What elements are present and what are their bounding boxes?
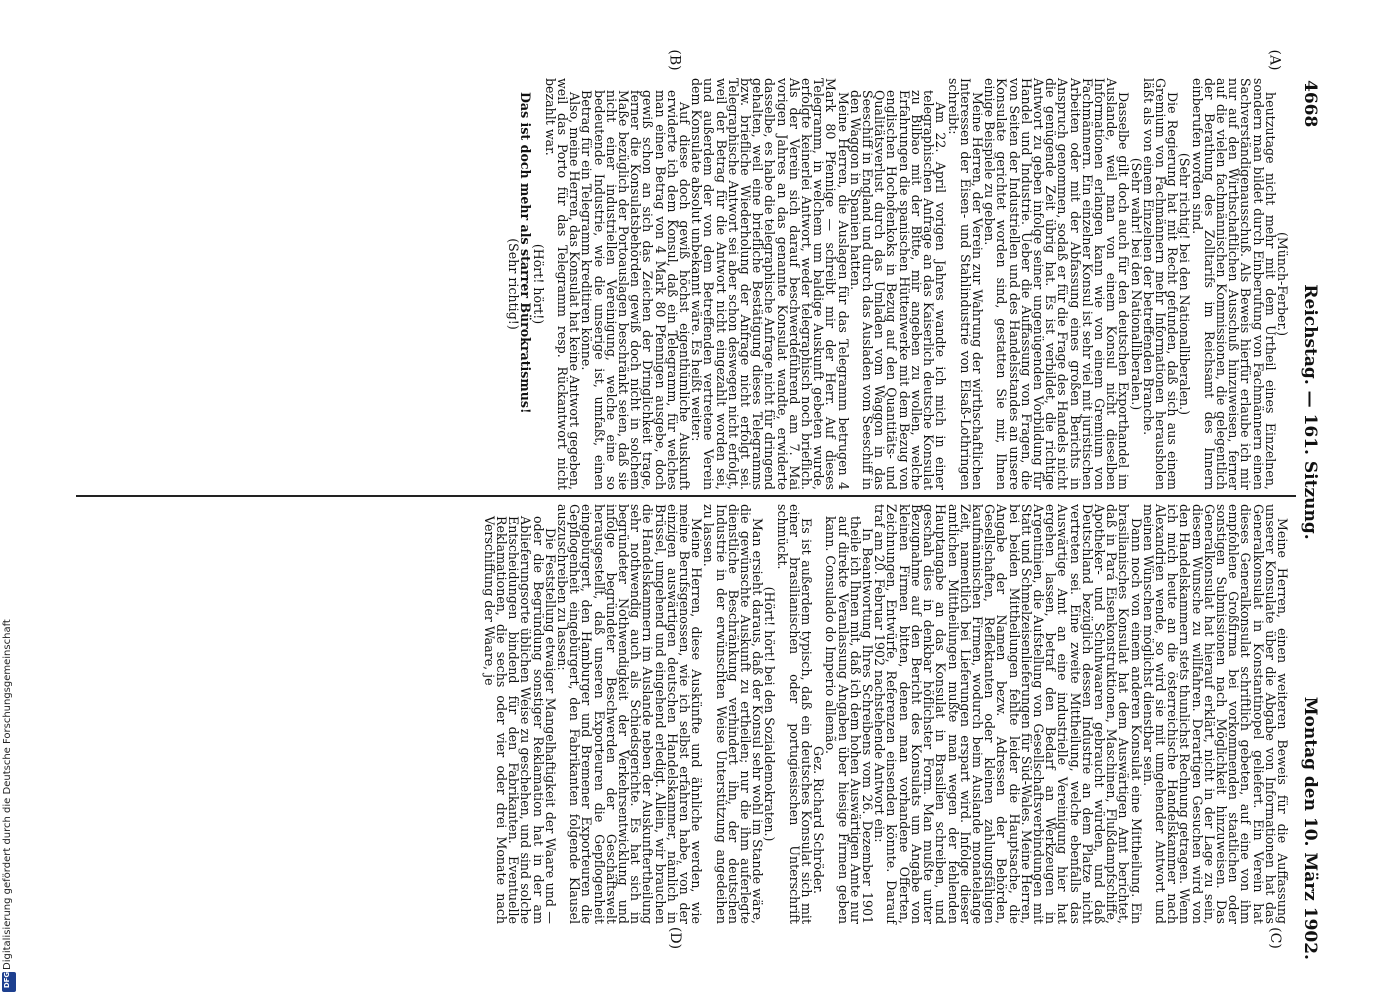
right-paragraph: Es ist außerdem typisch, daß ein deutsches Konsulat sich mit einer brasilianischen oder portugiesischen Unterschrift schmückt. xyxy=(774,504,815,924)
right-paragraph: Die Feststellung etwaiger Mangelhaftigkeit der Waare und — oder die Begründung sonstiger Reklamation hat in der am Ablieferungsorte üblichen Weise zu geschehen, und sind solche Entscheidungen bindend für den Fabrikanten. Eventuelle Reklamationen, die sechs oder vier oder drei Monate nach Verschiffung der Waare, je xyxy=(481,516,558,924)
right-column-box xyxy=(88,504,1288,924)
header-strip xyxy=(1298,80,1322,960)
margin-b: (B) xyxy=(666,49,683,71)
footer-strip xyxy=(2,600,18,990)
right-paragraph: (Hört! hört! bei den Sozialdemokraten.) xyxy=(762,586,778,842)
header-page-number: 4668 xyxy=(1300,80,1320,128)
right-column xyxy=(88,504,1288,924)
left-column xyxy=(88,78,1288,490)
left-paragraph: Meine Herren, die Auslagen für das Telegramm betrugen 4 Mark 80 Pfennige — schreibt mir der Herr. Auf dieses Telegramm, in welchem um baldige Auskunft gebeten wurde, erfolgte keinerlei Antwort, weder telegraphisch noch brieflich. Als der Verein sich darauf beschwerdeführend am 7. Mai vorigen Jahres an das genannte Konsulat wandte, erwiderte dasselbe, es habe die telegraphische Anfrage nicht für dringend gehalten, weil eine briefliche Bestätigung dieses Telegramms bzw. briefliche Wiederholung der Anfrage nicht erfolgt sei. Telegraphische Antwort sei aber schon deswegen nicht erfolgt, weil der Betrag für die Antwort nicht eingezahlt worden sei, und außerdem der von dem Betreffenden vertretene Verein dem Konsulate absolut unbekannt wäre. Es heißt weiter: xyxy=(689,78,851,490)
dfg-logo-text: DFG xyxy=(3,971,12,989)
right-paragraph: Gez. Richard Schröder. xyxy=(811,746,827,894)
right-paragraph: Meine Herren, einen weiteren Beweis für die Auffassung unserer Konsulate über die Abgabe von Informationen hat das Generalkonsulat in Konstantinopel geliefert. Ein Verein hat dieses Generalkonsulat schriftlich gebeten, auf eine von ihm empfohlene Großfirma bei vorkommenden staatlichen oder sonstigen Submissionen nach Möglichkeit hinzuweisen. Das Generalkonsulat hat hierauf erklärt, nicht in der Lage zu sein, diesem Wunsche zu willfahren. Derartigen Gesuchen wird von den Handelskammern stets thunlichst Rechnung getragen. Wenn ich mich heute an die österreichische Handelskammer nach Alexandrien wende, so wird sie mit umgehender Antwort und meinen Wünschen möglichst dienstbar sein. xyxy=(1140,504,1290,924)
left-paragraph: (Sehr richtig!) xyxy=(506,238,522,330)
header-title: Reichstag. — 161. Sitzung. xyxy=(1300,284,1320,540)
margin-d: (D) xyxy=(667,926,684,950)
right-paragraph: Man ersieht daraus, daß der Konsul sehr wohl im Stande wäre, die gewünschte Auskunft zu ertheilen; nur die ihm auferlegte dienstliche Beschränkung verhindert ihn, der deutschen Industrie in der erwünschten Weise Unterstützung angedeihen zu lassen. xyxy=(701,504,766,924)
left-paragraph: Am 22. April vorigen Jahres wandte ich mich in einer telegraphischen Anfrage an das Kaiserlich deutsche Konsulat zu Bilbao mit der Bitte, mir angeben zu wollen, welche Erfahrungen die spanischen Hüttenwerke mit dem Bezug von englischen Hochofenkoks in Bezug auf den Quantitäts- und Qualitätsverlust durch das Umladen vom Waggon in das Seeschiff in England und durch das Ausladen vom Seeschiff in den Waggon in Spanien hatten. xyxy=(847,90,949,490)
left-paragraph: Also, meine Herren, das Konsulat hat keine Antwort gegeben, weil das Porto für das Telegramm resp. Rückantwort nicht bezahlt war. xyxy=(542,78,583,490)
right-paragraph: Dann noch von einem anderen Konsulat eine Mittheilung. Ein brasilianisches Konsulat hat dem Auswärtigen Amt berichtet, daß in Pará Eisenkonstruktionen, Maschinen, Flußdampfschiffe, Apotheker- und Schuhwaaren gebraucht würden, und daß Deutschland bezüglich dessen Industrie an dem Platze nicht vertreten sei. Eine zweite Mittheilung, welche ebenfalls das Auswärtige Amt an eine industrielle Vereinigung hier hat ergehen lassen, betraf den Bedarf an Werkzeugen in Argentinien, die Aufstellung von Gesellschaftsverbindungen mit Statt und Schmelzeisenlieferungen für Süd-Wales. Meine Herren, bei beiden Mittheilungen fehlte leider die Hauptsache, die Angabe der Namen bezw. Adressen der Behörden, Gesellschaften, Reflektanten oder kleinen zahlungsfähigen kaufmännischen Firmen, wodurch beim Auslande monatelange Zeit, namentlich bei Lieferungen erspart wird. Infolge dieser amtlichen Mittheilungen mußte man wegen der fehlenden Hauptangabe an das Konsulat in Brasilien schreiben, und geschah dies in denkbar höflichster Form. Man mußte unter Bezugnahme auf den Bericht des Konsulats um Angabe von kleinen Firmen bitten, denen man vorhandene Offerten, Zeichnungen, Entwürfe, Referenzen einsenden könnte. Darauf traf am 20. Februar 1902 nachstehende Antwort ein: xyxy=(872,504,1144,924)
left-paragraph: (Hört! hört!) xyxy=(530,243,546,325)
speaker-label: (Münch-Ferber.) xyxy=(1275,231,1290,337)
left-paragraph: Das ist doch mehr als starrer Bürokratismus! xyxy=(518,92,534,414)
margin-a: (A) xyxy=(1266,49,1283,71)
left-paragraph: heutzutage nicht mehr mit dem Urtheil eines Einzelnen, sondern man bildet durch Einberufung von Fachmännern einen Sachverständigenausschuß. Als Beweis hierfür erlaube ich mir nur auf den Wirthschaftlichen Ausschuß hinzuweisen, ferner auf die vielen fachmännischen Kommissionen, die gelegentlich der Berathung des Zolltarifs im Reichsamt des Innern einberufen worden sind. xyxy=(1189,78,1278,490)
header-date: Montag den 10. März 1902. xyxy=(1300,696,1320,960)
left-paragraph: Die Regierung hat mit Recht gefunden, daß sich aus einem Gremium von Fachmännern mehr Informationen herausholen läßt als von einem Einzelnen der betreffenden Branche. xyxy=(1140,78,1181,490)
left-paragraph: Meine Herren, der Verein zur Wahrung der wirthschaftlichen Interessen der Eisen- und Stahlindustrie von Elsaß-Lothringen schreibt: xyxy=(945,78,985,490)
right-paragraph: In Beantwortung Ihres Schreibens vom 26. Dezember 1901 theile ich Ihnen mit, daß ich dem hohen Auswärtigen Amte nur auf direkte Veranlassung Angaben über hiesige Firmen geben kann. Consulado do Imperio allemão. xyxy=(823,516,876,924)
left-paragraph: Auf diese doch gewiß höchst eigenthümliche Auskunft erwiderte ich dem Konsul, daß ein Telegramm, für welches man einen Betrag von 4 Mark 80 Pfennigen ausgebe, doch gewiß schon an sich das Zeichen der Dringlichkeit trage, ferner die Konsulatsbehörden gewiß doch nicht in solchem Maße bezüglich der Portoauslagen beschränkt seien, daß sie nicht einer industriellen Vereinigung, welche eine so bedeutende Industrie, wie die unserige ist, umfaßt, einen Betrag für ein Telegramm kreditiren könne. xyxy=(579,90,693,490)
left-paragraph: (Sehr wahr! bei den Nationalliberalen.) xyxy=(1128,157,1144,411)
margin-c: (C) xyxy=(1266,927,1283,949)
left-paragraph: Dasselbe gilt doch auch für den deutschen Exporthandel im Auslande, weil man von einem Konsul nicht dieselben Informationen erlangen kann wie von einem Gremium von Fachmännern. Ein einzelner Konsul ist sehr viel mit juristischen Arbeiten oder mit der Abfassung eines großen Berichts in Anspruch genommen, sodaß er für die Frage des Handels nicht die genügende Zeit übrig hat. Es ist verbildet, die richtige Antwort zu geben infolge seiner ungenügenden Vorbildung für Handel und Industrie. Ueber die Auffassung von Fragen, die von Seiten der Industriellen und des Handelsstandes an unsere Konsulate gerichtet worden sind, gestatten Sie mir, Ihnen einige Beispiele zu geben. xyxy=(982,78,1132,490)
left-paragraph: (Sehr richtig! bei den Nationalliberalen.) xyxy=(1177,152,1193,416)
digitization-note: Digitalisierung gefördert durch die Deutsche Forschungsgemeinschaft xyxy=(2,619,13,970)
column-divider xyxy=(76,495,1296,497)
dfg-logo xyxy=(2,972,16,992)
right-paragraph: Meine Herren, diese Auskünfte und ähnliche werden, wie meine Berufsgenossen, wie ich selbst erfahren habe, von der einzigen auswärtigen deutschen Handelskammer, nämlich in Brüssel, umgehend und eingehend erledigt. Allein, wir brauchen die Handelskammern im Auslande neben der Auskunftertheilung sehr nothwendig auch als Schiedsgerichte. Es hat sich in begründeter Nothwendigkeit der Verkehrsentwicklung und infolge begründeter Beschwerden der Geschäftswelt herausgestellt, daß unseren Exporteuren die Gepflogenheit eingebürgert, den Hamburger und Bremener Exporteuren die Gepflogenheit eingebürgert, den Fabrikanten folgende Klausel auszuschreiben zu lassen: xyxy=(555,504,705,924)
left-column-box xyxy=(88,78,1288,490)
